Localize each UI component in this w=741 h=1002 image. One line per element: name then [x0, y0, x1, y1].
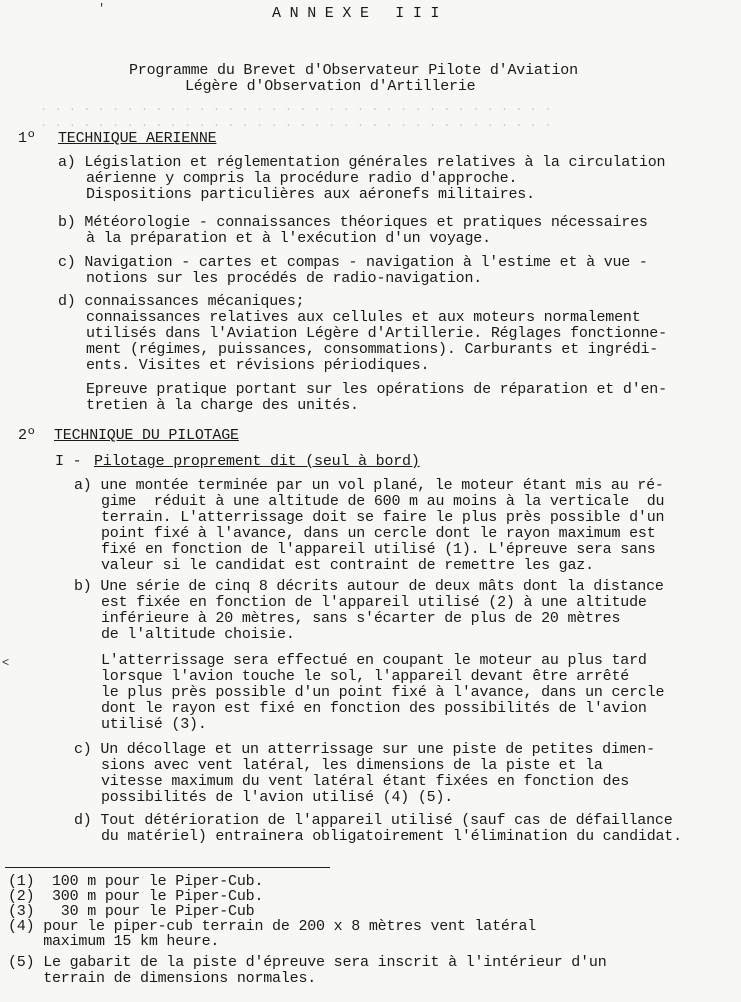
s1-item-c-line1: c) Navigation - cartes et compas - navigation à l'estime et à vue -	[58, 254, 648, 271]
s2-item-a-line3: terrain. L'atterrissage doit se faire le plus près possible d'un	[101, 509, 665, 526]
s2-item-c-line4: possibilités de l'avion utilisé (4) (5).	[101, 789, 454, 806]
s2-item-c-line2: sions avec vent latéral, les dimensions de la piste et la	[101, 757, 603, 774]
section2-number: 2º	[18, 427, 36, 444]
s1-item-d-line7: tretien à la charge des unités.	[86, 397, 359, 414]
s2-sub-title: Pilotage proprement dit (seul à bord)	[94, 453, 420, 470]
stray-mark: '	[98, 2, 106, 16]
s2-item-d-line2: du matériel) entrainera obligatoirement l'élimination du candidat.	[101, 828, 682, 845]
footnote-separator	[5, 867, 330, 868]
bleed-through-text: . . . . . . . . . . . . . . . . . . . . . . . . . . . . . . . . . . . .	[40, 116, 552, 130]
s1-item-a-line2: aérienne y compris la procédure radio d'approche.	[86, 170, 518, 187]
s1-item-d-line6: Epreuve pratique portant sur les opérations de réparation et d'en-	[86, 381, 667, 398]
s2-item-b-line2: est fixée en fonction de l'appareil utilisé (2) à une altitude	[101, 594, 647, 611]
s2-item-a-line6: valeur si le candidat est contraint de remettre les gaz.	[101, 557, 594, 574]
s2-item-a-line4: point fixé à l'avance, dans un cercle dont le rayon maximum est	[101, 525, 656, 542]
s1-item-d-line2: connaissances relatives aux cellules et aux moteurs normalement	[86, 309, 641, 326]
s2-item-b-para2-line2: lorsque l'avion touche le sol, l'appareil devant être arrêté	[101, 668, 630, 685]
s1-item-c-line2: notions sur les procédés de radio-navigation.	[86, 270, 483, 287]
s1-item-d-line5: ents. Visites et révisions périodiques.	[86, 357, 430, 374]
programme-subtitle: Légère d'Observation d'Artillerie	[185, 78, 476, 95]
s1-item-a-line1: a) Législation et réglementation générales relatives à la circulation	[58, 154, 666, 171]
annex-heading: A N N E X E I I I	[272, 5, 440, 22]
footnote-3: (3) 30 m pour le Piper-Cub	[8, 903, 255, 920]
s2-item-a-line2: gime réduit à une altitude de 600 m au moins à la verticale du	[101, 493, 665, 510]
section1-number: 1º	[18, 130, 36, 147]
s2-item-a-line1: a) une montée terminée par un vol plané, le moteur étant mis au ré-	[74, 477, 664, 494]
s2-item-b-line3: inférieure à 20 mètres, sans s'écarter de plus de 20 mètres	[101, 610, 621, 627]
footnote-4-cont: maximum 15 km heure.	[8, 933, 220, 950]
margin-mark: <	[2, 656, 10, 670]
s2-sub-number: I -	[55, 453, 82, 470]
s2-item-a-line5: fixé en fonction de l'appareil utilisé (1). L'épreuve sera sans	[101, 541, 656, 558]
section1-title: TECHNIQUE AERIENNE	[58, 130, 217, 147]
programme-title: Programme du Brevet d'Observateur Pilote d'Aviation	[129, 62, 578, 79]
footnote-4: (4) pour le piper-cub terrain de 200 x 8 mètres vent latéral	[8, 918, 537, 935]
s2-item-b-line4: de l'altitude choisie.	[101, 626, 295, 643]
bleed-through-text: . . . . . . . . . . . . . . . . . . . . . . . . . . . . . . . . . . . .	[40, 100, 552, 114]
s2-item-b-para2-line3: le plus près possible d'un point fixé à l'avance, dans un cercle	[101, 684, 665, 701]
s1-item-d-line1: d) connaissances mécaniques;	[58, 293, 305, 310]
s2-item-d-line1: d) Tout détérioration de l'appareil utilisé (sauf cas de défaillance	[74, 812, 673, 829]
s2-item-c-line3: vitesse maximum du vent latéral étant fixées en fonction des	[101, 773, 630, 790]
footnote-5-cont: terrain de dimensions normales.	[8, 970, 317, 987]
footnote-2: (2) 300 m pour le Piper-Cub.	[8, 888, 264, 905]
s2-item-b-para2-line5: utilisé (3).	[101, 716, 207, 733]
s1-item-b-line2: à la préparation et à l'exécution d'un voyage.	[86, 230, 491, 247]
section2-title: TECHNIQUE DU PILOTAGE	[54, 427, 239, 444]
s2-item-b-para2-line1: L'atterrissage sera effectué en coupant le moteur au plus tard	[101, 652, 647, 669]
s2-item-b-line1: b) Une série de cinq 8 décrits autour de deux mâts dont la distance	[74, 578, 664, 595]
s2-item-b-para2-line4: dont le rayon est fixé en fonction des possibilités de l'avion	[101, 700, 647, 717]
s2-item-c-line1: c) Un décollage et un atterrissage sur une piste de petites dimen-	[74, 741, 655, 758]
s1-item-a-line3: Dispositions particulières aux aéronefs militaires.	[86, 186, 535, 203]
footnote-1: (1) 100 m pour le Piper-Cub.	[8, 873, 264, 890]
s1-item-b-line1: b) Météorologie - connaissances théoriques et pratiques nécessaires	[58, 214, 648, 231]
s1-item-d-line3: utilisés dans l'Aviation Légère d'Artillerie. Réglages fonctionne-	[86, 325, 667, 342]
s1-item-d-line4: ment (régimes, puissances, consommations). Carburants et ingrédi-	[86, 341, 659, 358]
footnote-5: (5) Le gabarit de la piste d'épreuve sera inscrit à l'intérieur d'un	[8, 954, 607, 971]
